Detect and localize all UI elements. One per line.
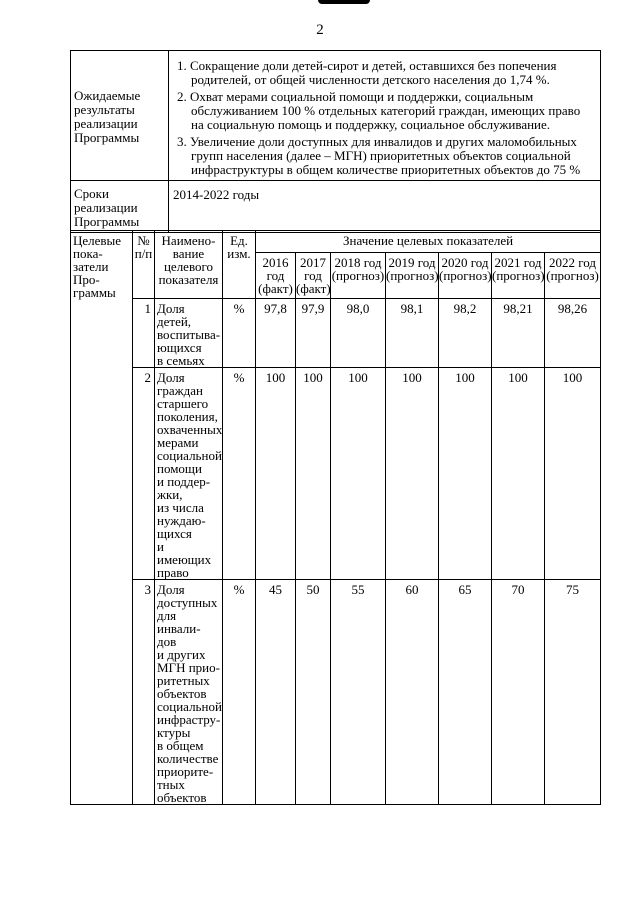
row-value-2019: 60 — [386, 580, 439, 805]
row-value-2016: 100 — [256, 368, 296, 580]
table-row — [71, 299, 601, 368]
expected-result-item: 1. Сокращение доли детей-сирот и детей, оставшихся без попечения родителей, от общей численности детского населения до 1,74 %. — [177, 58, 557, 87]
row-value-2017: 97,9 — [296, 299, 331, 368]
expected-result-item: 3. Увеличение доли доступных для инвалидов и других маломобильных групп населения (далее – МГН) приоритетных объектов социальной инфраструктуры в общем количестве приоритетных объектов до 75 % — [177, 134, 581, 177]
header-name: Наимено- вание целевого показателя — [155, 231, 223, 299]
target-indicators-label: Целевые пока- затели Про- граммы — [71, 231, 133, 805]
header-year-2018: 2018 год (прогноз) — [331, 253, 386, 299]
row-value-2016: 45 — [256, 580, 296, 805]
expected-results-list — [173, 59, 590, 177]
row-value-2019: 100 — [386, 368, 439, 580]
expected-results-content — [169, 51, 601, 181]
header-year-2021: 2021 год (прогноз) — [492, 253, 545, 299]
row-num: 3 — [133, 580, 155, 805]
program-summary-table — [70, 50, 601, 233]
header-row-top — [71, 231, 601, 253]
row-value-2020: 98,2 — [439, 299, 492, 368]
table-row — [71, 368, 601, 580]
timeline-row — [71, 181, 601, 233]
header-year-2020: 2020 год (прогноз) — [439, 253, 492, 299]
header-year-2019: 2019 год (прогноз) — [386, 253, 439, 299]
row-value-2021: 98,21 — [492, 299, 545, 368]
row-name: Доля доступных для инвали- дов и других МГН прио- ритетных объектов социальной инфрастру- ктуры в общем количестве приорите- тных объектов — [155, 580, 223, 805]
row-value-2017: 50 — [296, 580, 331, 805]
row-name: Доля граждан старшего поколения, охваченных мерами социальной помощи и поддер- жки, из числа нуждаю- щихся и имеющих право — [155, 368, 223, 580]
row-value-2018: 98,0 — [331, 299, 386, 368]
page-number: 2 — [316, 22, 324, 38]
header-year-2016: 2016 год (факт) — [256, 253, 296, 299]
row-value-2022: 98,26 — [545, 299, 601, 368]
expected-result-item: 2. Охват мерами социальной помощи и поддержки, социальным обслуживанием 100 % отдельных категорий граждан, имеющих право на социальную помощь и поддержку, социальное обслуживание. — [177, 89, 581, 132]
row-value-2020: 65 — [439, 580, 492, 805]
row-value-2021: 100 — [492, 368, 545, 580]
expected-results-row — [71, 51, 601, 181]
header-year-2017: 2017 год (факт) — [296, 253, 331, 299]
row-num: 1 — [133, 299, 155, 368]
timeline-label: Сроки реализации Программы — [71, 181, 169, 233]
row-value-2022: 75 — [545, 580, 601, 805]
table-row — [71, 580, 601, 805]
row-num: 2 — [133, 368, 155, 580]
header-unit: Ед. изм. — [223, 231, 256, 299]
expected-results-label: Ожидаемые результаты реализации Программы — [71, 51, 169, 181]
row-value-2018: 55 — [331, 580, 386, 805]
header-values-title: Значение целевых показателей — [256, 231, 601, 253]
row-value-2019: 98,1 — [386, 299, 439, 368]
row-value-2021: 70 — [492, 580, 545, 805]
row-unit: % — [223, 580, 256, 805]
target-indicators-table — [70, 230, 601, 805]
row-name: Доля детей, воспитыва- ющихся в семьях — [155, 299, 223, 368]
header-year-2022: 2022 год (прогноз) — [545, 253, 601, 299]
row-unit: % — [223, 368, 256, 580]
row-value-2022: 100 — [545, 368, 601, 580]
row-value-2020: 100 — [439, 368, 492, 580]
row-value-2016: 97,8 — [256, 299, 296, 368]
row-unit: % — [223, 299, 256, 368]
timeline-value: 2014-2022 годы — [169, 181, 601, 233]
row-value-2018: 100 — [331, 368, 386, 580]
header-num: № п/п — [133, 231, 155, 299]
row-value-2017: 100 — [296, 368, 331, 580]
scan-artifact — [318, 0, 370, 4]
